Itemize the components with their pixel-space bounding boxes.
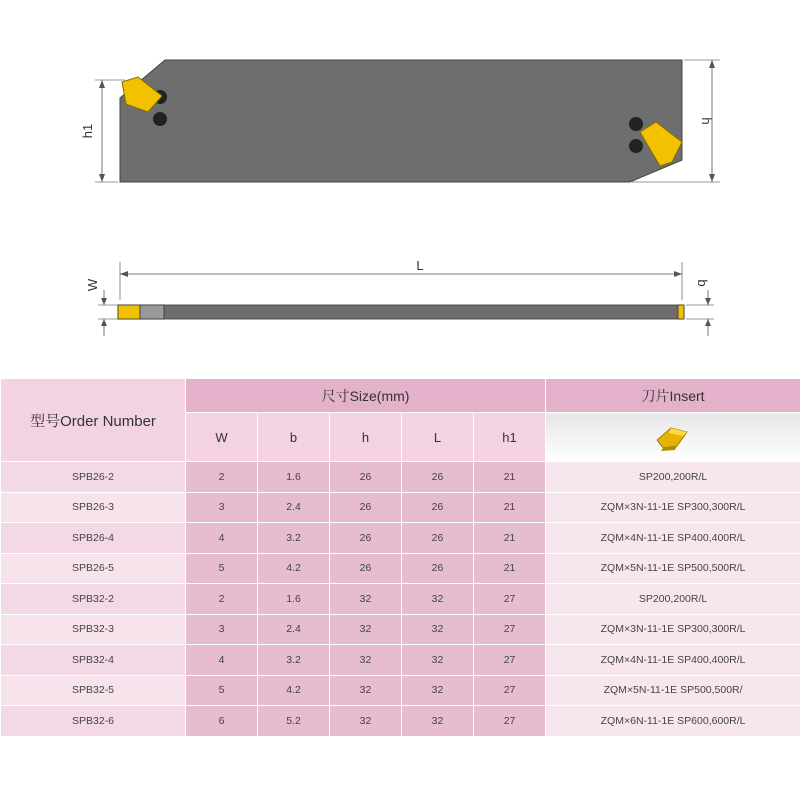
h1-cell: 27	[474, 645, 546, 676]
table-row	[1, 614, 800, 645]
L-cell: 32	[402, 614, 474, 645]
b-cell: 1.6	[258, 584, 330, 615]
h-cell: 26	[330, 553, 402, 584]
column-header-L: L	[402, 413, 474, 462]
W-cell: 4	[186, 645, 258, 676]
table-row	[1, 675, 800, 706]
column-header-h: h	[330, 413, 402, 462]
h1-cell: 27	[474, 614, 546, 645]
b-cell: 3.2	[258, 523, 330, 554]
insert-group-header: 刀片Insert	[546, 379, 800, 413]
blade-top-view	[118, 305, 684, 319]
L-cell: 32	[402, 706, 474, 737]
L-cell: 26	[402, 462, 474, 493]
h1-cell: 21	[474, 553, 546, 584]
h-cell: 32	[330, 675, 402, 706]
order-cell: SPB32-4	[1, 645, 186, 676]
b-cell: 2.4	[258, 492, 330, 523]
order-cell: SPB32-5	[1, 675, 186, 706]
table-row	[1, 584, 800, 615]
blade-technical-drawing	[0, 0, 800, 370]
L-dimension-label: L	[416, 258, 424, 273]
h1-dimension-label: h1	[80, 123, 95, 139]
L-cell: 32	[402, 584, 474, 615]
order-cell: SPB26-2	[1, 462, 186, 493]
spec-table	[0, 378, 800, 737]
L-cell: 32	[402, 675, 474, 706]
insert-image-cell	[546, 413, 800, 462]
column-header-h1: h1	[474, 413, 546, 462]
insert-cell: SP200,200R/L	[546, 584, 800, 615]
insert-cell: ZQM×5N-11-1E SP500,500R/L	[546, 553, 800, 584]
table-row	[1, 706, 800, 737]
h1-cell: 21	[474, 492, 546, 523]
W-cell: 2	[186, 462, 258, 493]
insert-cell: ZQM×4N-11-1E SP400,400R/L	[546, 523, 800, 554]
b-cell: 1.6	[258, 462, 330, 493]
L-cell: 32	[402, 645, 474, 676]
pocket-hole	[153, 112, 167, 126]
insert-cell: ZQM×3N-11-1E SP300,300R/L	[546, 614, 800, 645]
order-cell: SPB26-3	[1, 492, 186, 523]
insert-cell: ZQM×5N-11-1E SP500,500R/	[546, 675, 800, 706]
insert-cell: ZQM×6N-11-1E SP600,600R/L	[546, 706, 800, 737]
h-cell: 32	[330, 584, 402, 615]
order-cell: SPB26-5	[1, 553, 186, 584]
b-cell: 2.4	[258, 614, 330, 645]
table-row	[1, 462, 800, 493]
gold-insert-icon	[653, 422, 693, 452]
W-cell: 5	[186, 553, 258, 584]
table-row	[1, 523, 800, 554]
W-cell: 4	[186, 523, 258, 554]
order-cell: SPB32-3	[1, 614, 186, 645]
b-dimension-label: b	[695, 279, 710, 287]
table-row	[1, 553, 800, 584]
h-cell: 26	[330, 523, 402, 554]
pocket-hole	[629, 139, 643, 153]
b-cell: 3.2	[258, 645, 330, 676]
h-cell: 32	[330, 706, 402, 737]
W-cell: 2	[186, 584, 258, 615]
order-cell: SPB32-6	[1, 706, 186, 737]
insert-cell: SP200,200R/L	[546, 462, 800, 493]
h-cell: 32	[330, 614, 402, 645]
h1-cell: 27	[474, 675, 546, 706]
column-header-W: W	[186, 413, 258, 462]
W-cell: 3	[186, 492, 258, 523]
W-cell: 3	[186, 614, 258, 645]
h-cell: 26	[330, 492, 402, 523]
order-cell: SPB26-4	[1, 523, 186, 554]
b-cell: 4.2	[258, 553, 330, 584]
L-cell: 26	[402, 523, 474, 554]
L-cell: 26	[402, 553, 474, 584]
W-cell: 6	[186, 706, 258, 737]
table-row	[1, 645, 800, 676]
h1-cell: 21	[474, 523, 546, 554]
h1-cell: 27	[474, 584, 546, 615]
order-number-header: 型号Order Number	[1, 379, 186, 462]
h1-cell: 27	[474, 706, 546, 737]
h-cell: 26	[330, 462, 402, 493]
size-group-header: 尺寸Size(mm)	[186, 379, 546, 413]
b-cell: 4.2	[258, 675, 330, 706]
pocket-hole	[629, 117, 643, 131]
W-dimension-label: W	[85, 278, 100, 292]
h-cell: 32	[330, 645, 402, 676]
insert-cell: ZQM×3N-11-1E SP300,300R/L	[546, 492, 800, 523]
order-cell: SPB32-2	[1, 584, 186, 615]
b-cell: 5.2	[258, 706, 330, 737]
W-cell: 5	[186, 675, 258, 706]
blade-side-view	[120, 60, 682, 182]
h-dimension-label: h	[699, 117, 714, 125]
L-cell: 26	[402, 492, 474, 523]
h1-cell: 21	[474, 462, 546, 493]
table-row	[1, 492, 800, 523]
insert-cell: ZQM×4N-11-1E SP400,400R/L	[546, 645, 800, 676]
column-header-b: b	[258, 413, 330, 462]
